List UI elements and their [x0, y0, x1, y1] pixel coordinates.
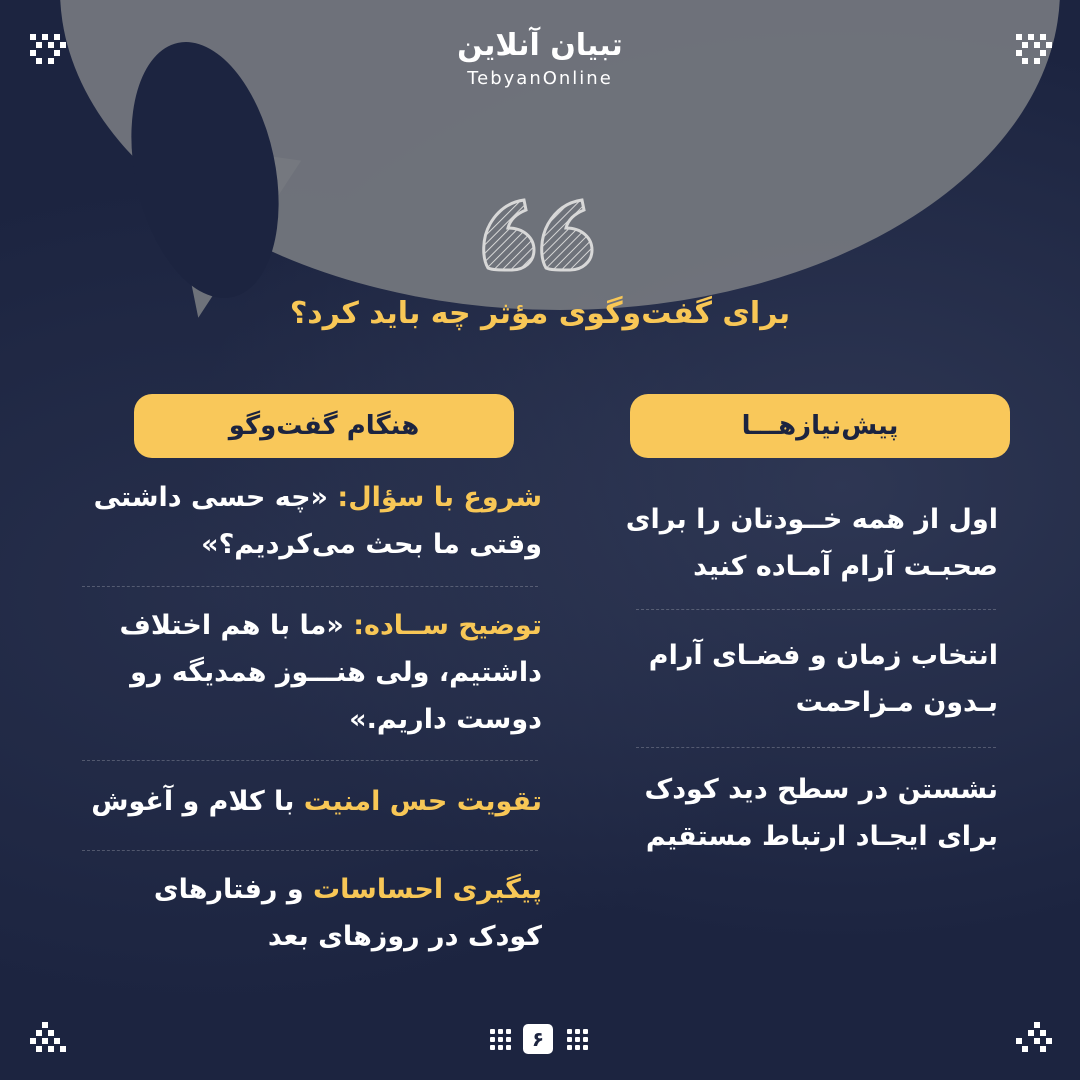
during-item-text: و رفتارهای کودک در روزهای بعد — [153, 874, 542, 952]
divider — [82, 760, 538, 761]
brand-logo — [0, 28, 1080, 89]
pagination — [480, 1024, 600, 1054]
prerequisite-item: نشستن در سطح دید کودک برای ایجـاد ارتباط مستقیم — [644, 774, 998, 852]
during-item-highlight: تقویت حس امنیت — [303, 786, 542, 817]
during-item-highlight: پیگیری احساسات — [313, 874, 542, 905]
dot-cluster-icon — [30, 1022, 66, 1058]
page-grid-icon — [490, 1029, 512, 1051]
during-conversation-header: هنگام گفت‌وگو — [134, 394, 514, 458]
during-item-highlight: توضیح ســاده: — [353, 610, 542, 641]
prerequisite-item: اول از همه خــودتان را برای صحبـت آرام آمـاده کنید — [625, 504, 998, 582]
page-grid-icon — [567, 1029, 589, 1051]
brand-name-en: TebyanOnline — [467, 68, 613, 89]
divider — [82, 850, 538, 851]
divider — [636, 747, 996, 748]
during-item-highlight: شروع با سؤال: — [337, 482, 542, 513]
divider — [82, 586, 538, 587]
during-item-text: «چه حسی داشتی وقتی ما بحث می‌کردیم؟» — [93, 482, 542, 560]
page-title: برای گفت‌وگوی مؤثر چه باید کرد؟ — [289, 296, 791, 331]
during-item — [72, 866, 542, 960]
brand-name-fa: تبیان آنلاین — [457, 28, 623, 63]
prerequisite-item: انتخاب زمان و فضـای آرام بـدون مـزاحمت — [648, 640, 998, 718]
prerequisites-header: پیش‌نیازهـــا — [630, 394, 1010, 458]
during-item — [72, 602, 542, 743]
during-item — [72, 474, 542, 568]
during-item — [72, 778, 542, 825]
page-number: ۶ — [523, 1024, 553, 1054]
dot-cluster-icon — [1016, 1022, 1052, 1058]
during-item-text: با کلام و آغوش — [91, 786, 304, 817]
quote-icon — [480, 198, 600, 272]
during-item-text: «ما با هم اختلاف داشتیم، ولی هنـــوز همدیگه رو دوست داریم.» — [119, 610, 542, 735]
divider — [636, 609, 996, 610]
